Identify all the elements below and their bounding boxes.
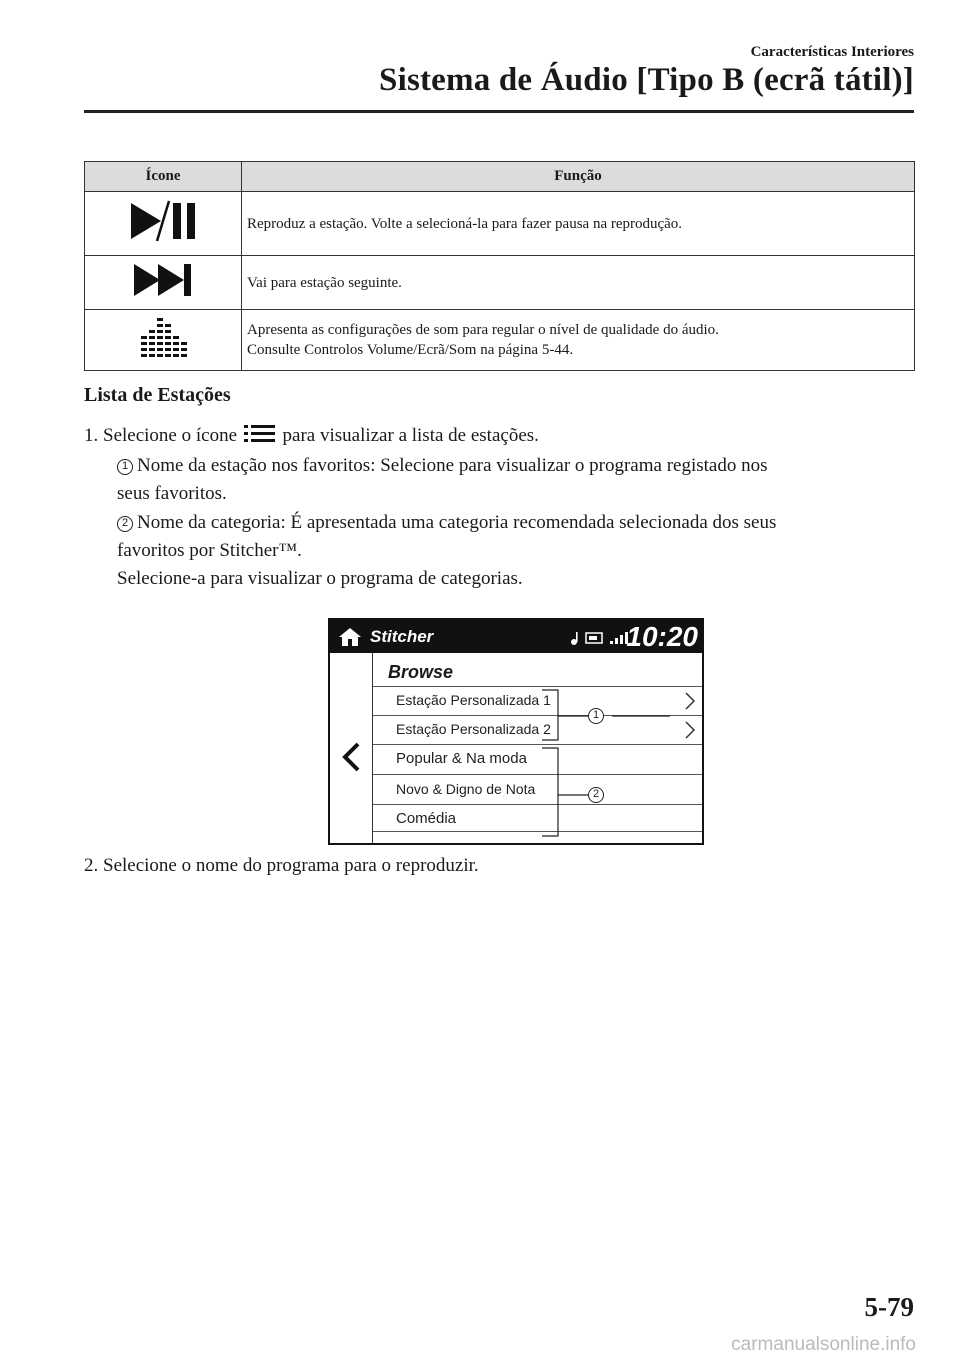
page-number: 5-79	[864, 1292, 914, 1322]
note-1-continued: seus favoritos.	[117, 483, 227, 504]
list-item[interactable]: Estação Personalizada 2	[373, 715, 702, 744]
icon-cell	[85, 310, 242, 371]
browse-title: Browse	[388, 662, 454, 682]
chapter-title: Sistema de Áudio [Tipo B (ecrã tátil)]	[379, 62, 914, 98]
table-row	[85, 256, 915, 310]
table-row	[85, 310, 915, 371]
list-item[interactable]: Popular & Na moda	[373, 744, 702, 774]
function-text: Reproduz a estação. Volte a selecioná-la para fazer pausa na reprodução.	[242, 192, 915, 256]
function-column-header: Função	[242, 162, 915, 192]
note-2: 2 Nome da categoria: É apresentada uma categoria recomendada selecionada dos seus	[117, 509, 776, 537]
icon-cell	[85, 192, 242, 256]
table-row	[85, 192, 915, 256]
section-heading: Lista de Estações	[84, 384, 231, 406]
skip-next-icon	[130, 260, 196, 300]
callout-marker-2: 2	[117, 516, 133, 532]
list-item[interactable]: Novo & Digno de Nota	[373, 774, 702, 804]
icon-cell	[85, 256, 242, 310]
step-1: 1. Selecione o ícone para visualizar a lista de estações.	[84, 425, 539, 446]
header-rule	[84, 110, 914, 113]
callout-lines	[330, 620, 702, 843]
section-label: Características Interiores	[750, 44, 914, 60]
step-2: 2. Selecione o nome do programa para o reproduzir.	[84, 855, 479, 876]
icon-function-table	[84, 161, 915, 371]
callout-1: 1	[588, 708, 604, 724]
callout-2: 2	[588, 787, 604, 803]
watermark: carmanualsonline.info	[731, 1334, 916, 1355]
note-1: 1 Nome da estação nos favoritos: Selecione para visualizar o programa registado nos	[117, 452, 767, 480]
note-2-continued: favoritos por Stitcher™.	[117, 540, 302, 561]
clock: 10:20	[626, 621, 698, 652]
function-text: Vai para estação seguinte.	[242, 256, 915, 310]
play-pause-icon	[127, 199, 199, 243]
stitcher-browse-screen	[328, 618, 704, 845]
table-header-row	[85, 162, 915, 192]
app-name: Stitcher	[370, 627, 434, 646]
callout-marker-1: 1	[117, 459, 133, 475]
function-text: Apresenta as configurações de som para regular o nível de qualidade do áudio. Consulte Controlos Volume/Ecrã/Som na página 5-44.	[242, 310, 915, 371]
icon-column-header: Ícone	[85, 162, 242, 192]
list-icon	[244, 424, 276, 444]
list-item[interactable]: Estação Personalizada 1	[373, 686, 702, 715]
equalizer-icon	[135, 316, 191, 360]
list-item[interactable]: Comédia	[373, 804, 702, 832]
note-2-instruction: Selecione-a para visualizar o programa de categorias.	[117, 568, 523, 589]
